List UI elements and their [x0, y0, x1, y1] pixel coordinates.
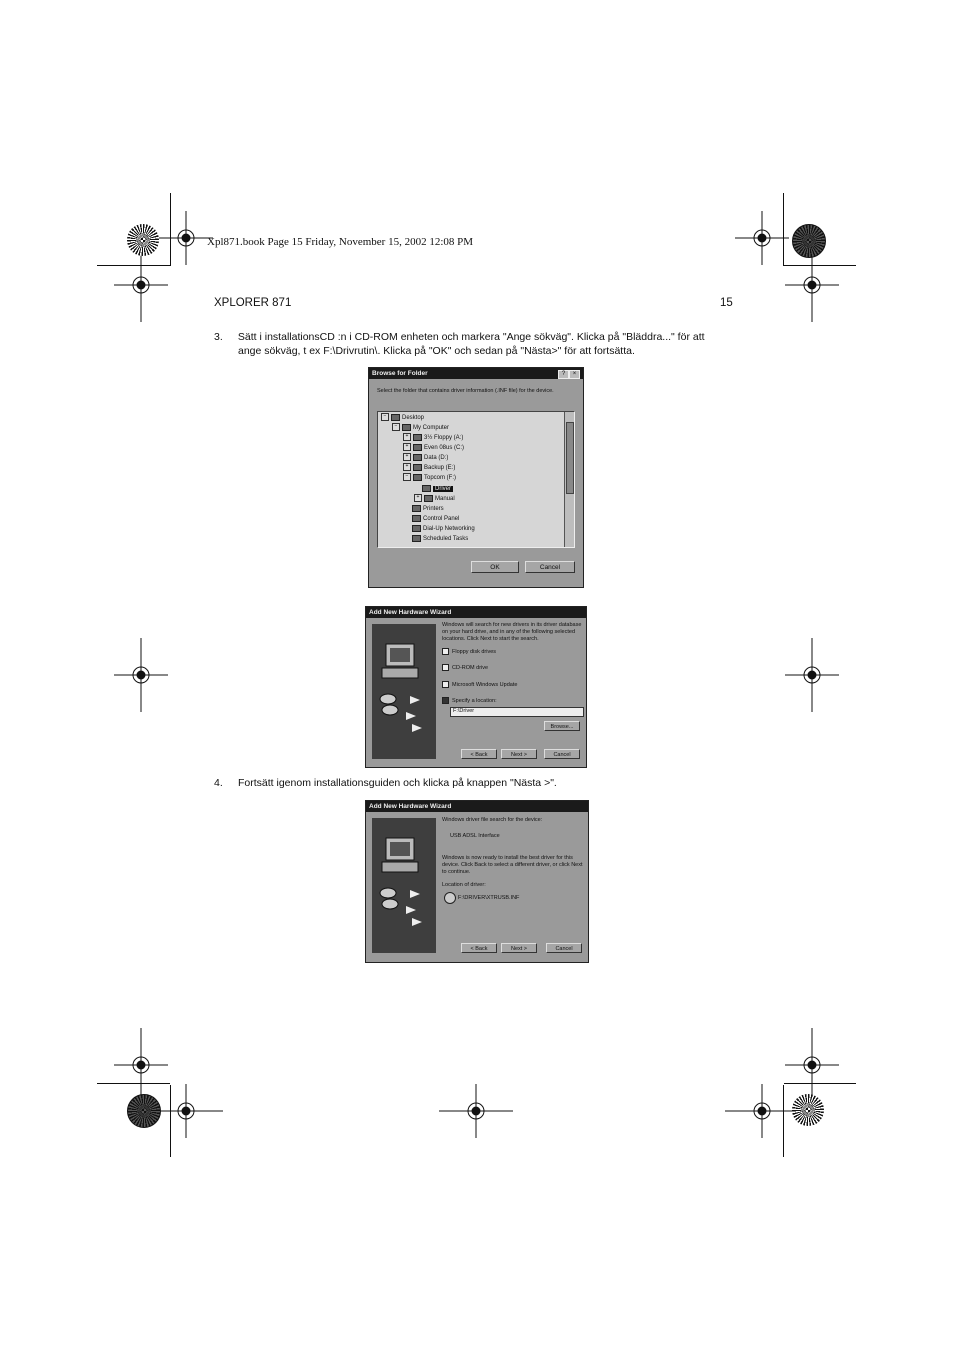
step-3-line-1: Sätt i installationsCD :n i CD-ROM enheten och markera "Ange sökväg". Klicka på "Bläddra..." för att — [235, 331, 705, 343]
running-header-title: XPLORER 871 — [214, 297, 292, 309]
computer-illustration-icon — [372, 818, 436, 953]
next-button[interactable]: Next > — [501, 943, 537, 953]
ok-button[interactable]: OK — [471, 561, 519, 573]
browse-for-folder-dialog — [368, 367, 584, 588]
step-3-line-2: ange sökväg, t ex F:\Drivrutin\. Klicka på "OK" och sedan på "Nästa>" för att fortsätta. — [238, 345, 635, 357]
next-button[interactable]: Next > — [501, 749, 537, 759]
wizard-search-text: Windows driver file search for the device: — [442, 817, 543, 823]
computer-illustration-icon — [372, 624, 436, 759]
floppy-drive-icon — [413, 434, 422, 441]
hard-drive-icon — [413, 464, 422, 471]
tree-item[interactable]: + Manual — [414, 494, 455, 504]
tree-item[interactable]: − My Computer — [392, 423, 449, 433]
tree-item[interactable]: + Data (D:) — [403, 453, 448, 463]
cancel-button[interactable]: Cancel — [525, 561, 575, 573]
tree-item[interactable]: Printers — [412, 504, 444, 514]
checkbox[interactable] — [442, 681, 449, 688]
scheduled-tasks-icon — [412, 535, 421, 542]
color-wheel-bottom-right — [792, 1094, 824, 1126]
network-icon — [412, 525, 421, 532]
checkbox[interactable] — [442, 664, 449, 671]
folder-tree[interactable] — [377, 411, 575, 548]
tree-item[interactable]: − Topcom (F:) — [403, 473, 456, 483]
option-specify-location[interactable]: Specify a location: — [442, 697, 497, 705]
help-button[interactable]: ? — [558, 370, 569, 379]
option-floppy[interactable]: Floppy disk drives — [442, 648, 496, 656]
printers-icon — [412, 505, 421, 512]
step-4-text: Fortsätt igenom installationsguiden och klicka på knappen "Nästa >". — [238, 777, 557, 789]
option-cdrom[interactable]: CD-ROM drive — [442, 664, 488, 672]
tree-item[interactable]: + 3½ Floppy (A:) — [403, 433, 463, 443]
wizard-intro-text: Windows will search for new drivers in its driver database on your hard drive, and in any of the following selected locations. Click Next to start the search. — [442, 622, 582, 642]
hard-drive-icon — [413, 444, 422, 451]
hard-drive-icon — [413, 454, 422, 461]
step-4-number: 4. — [214, 777, 223, 789]
add-hardware-wizard-driver-found — [365, 800, 589, 963]
cancel-button[interactable]: Cancel — [544, 749, 580, 759]
browse-button[interactable]: Browse... — [544, 721, 580, 731]
tree-item[interactable]: + Backup (E:) — [403, 463, 455, 473]
color-wheel-top-right — [792, 224, 826, 258]
close-button[interactable]: × — [569, 370, 580, 379]
tree-item[interactable]: − Desktop — [381, 413, 424, 423]
folder-icon — [424, 495, 433, 502]
checkbox-checked[interactable] — [442, 697, 449, 704]
dialog-title: Browse for Folder — [369, 368, 583, 379]
cd-icon — [444, 892, 456, 904]
tree-item-selected[interactable]: Driver — [422, 484, 453, 494]
driver-location-path: F:\DRIVER\XTRUSB.INF — [458, 895, 520, 901]
computer-icon — [402, 424, 411, 431]
tree-item[interactable]: Scheduled Tasks — [412, 534, 468, 544]
wizard-ready-text: Windows is now ready to install the best driver for this device. Click Back to select a different driver, or click Next to continue. — [442, 855, 583, 875]
tree-item[interactable]: Control Panel — [412, 514, 459, 524]
wizard-title: Add New Hardware Wizard — [366, 607, 586, 618]
step-3-number: 3. — [214, 331, 223, 343]
cd-drive-icon — [413, 474, 422, 481]
tree-scrollbar[interactable] — [564, 412, 574, 547]
wizard-title: Add New Hardware Wizard — [366, 801, 588, 812]
tree-item[interactable]: Dial-Up Networking — [412, 524, 475, 534]
checkbox[interactable] — [442, 648, 449, 655]
back-button[interactable]: < Back — [461, 749, 497, 759]
device-name: USB ADSL Interface — [450, 833, 500, 839]
desktop-icon — [391, 414, 400, 421]
cancel-button[interactable]: Cancel — [546, 943, 582, 953]
page-number: 15 — [720, 297, 733, 309]
option-windows-update[interactable]: Microsoft Windows Update — [442, 681, 517, 689]
color-wheel-bottom-left — [127, 1094, 161, 1128]
add-hardware-wizard-search — [365, 606, 587, 768]
back-button[interactable]: < Back — [461, 943, 497, 953]
control-panel-icon — [412, 515, 421, 522]
dialog-instruction: Select the folder that contains driver information (.INF file) for the device. — [377, 388, 554, 394]
wizard-illustration — [372, 624, 436, 759]
color-wheel-top-left — [127, 224, 159, 256]
location-input[interactable]: F:\Driver — [450, 707, 584, 717]
tree-item[interactable]: + Even 08us (C:) — [403, 443, 464, 453]
driver-location-label: Location of driver: — [442, 882, 486, 888]
print-slug-line: Xpl871.book Page 15 Friday, November 15, 2002 12:08 PM — [207, 236, 474, 248]
wizard-illustration — [372, 818, 436, 953]
folder-open-icon — [422, 485, 431, 492]
